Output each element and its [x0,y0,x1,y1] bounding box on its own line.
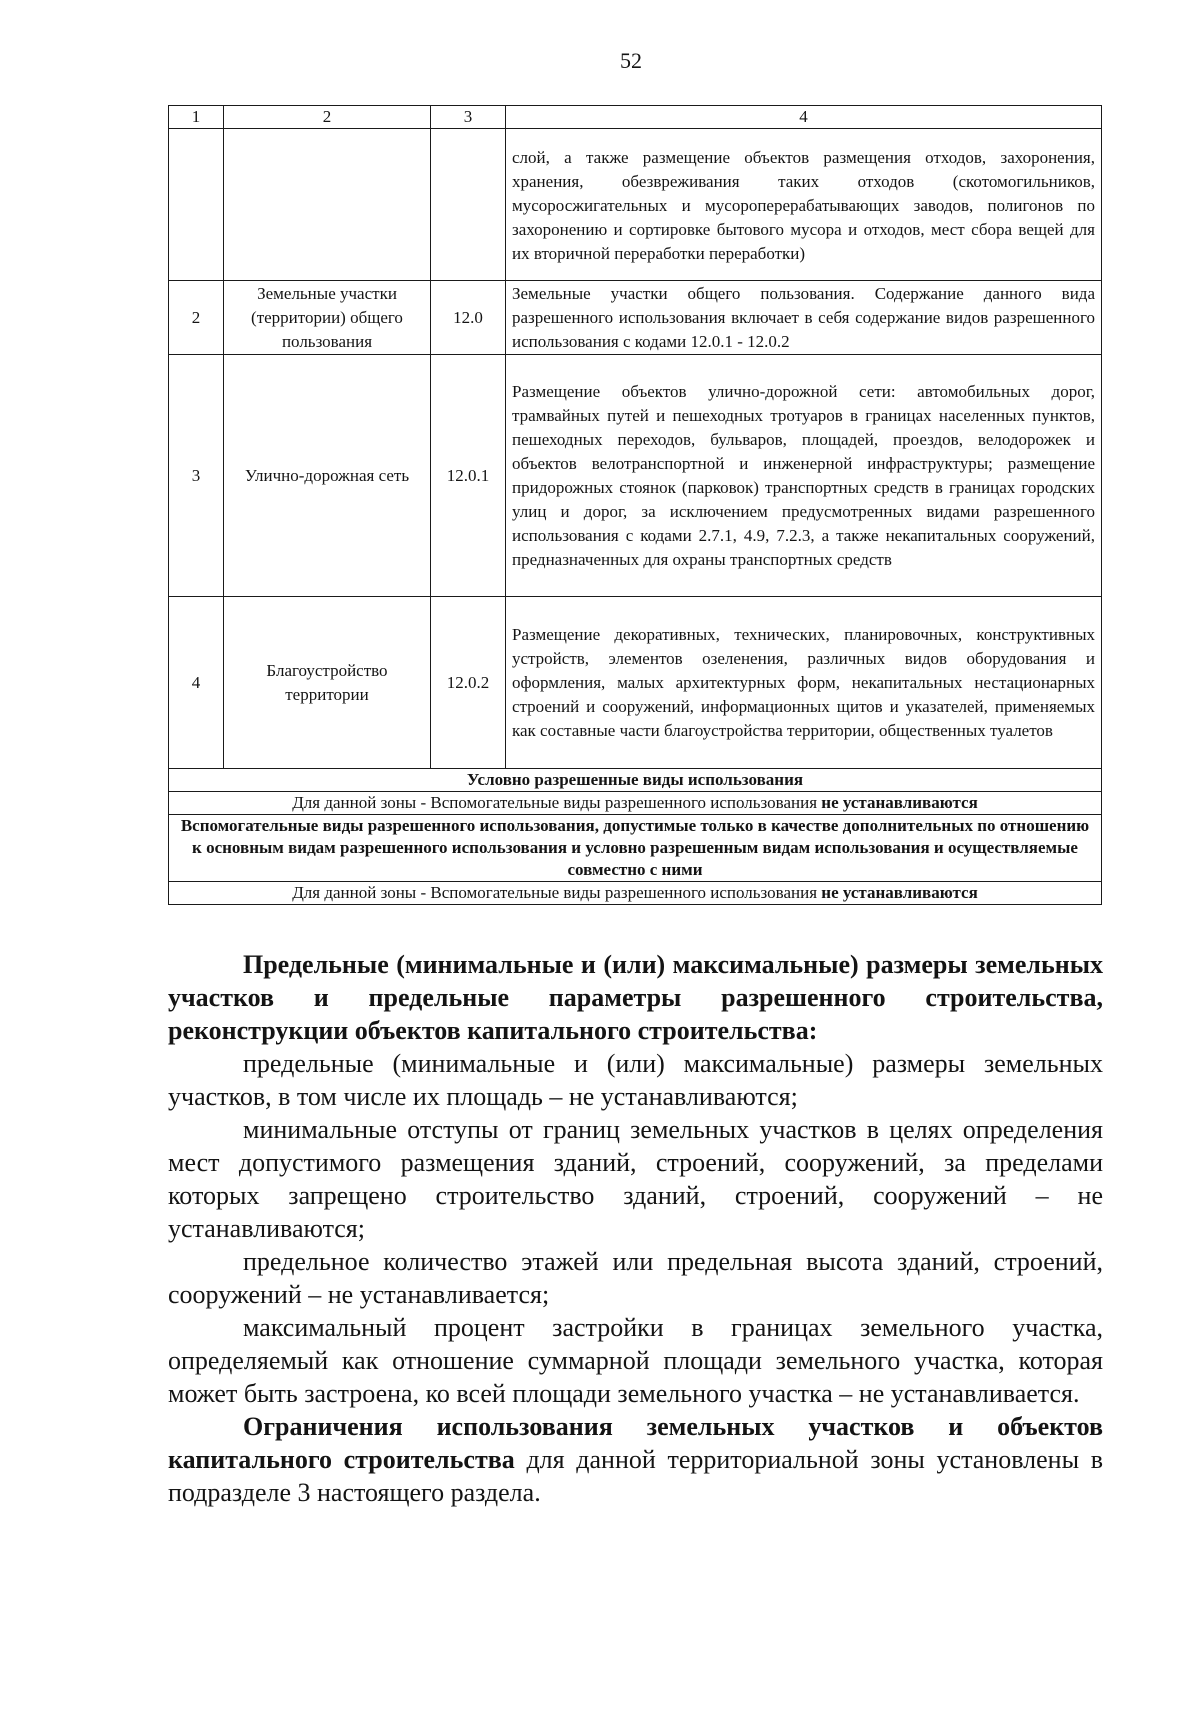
conditional-uses-note [169,792,1102,815]
parameters-section [168,948,1103,1509]
paragraph-plot-sizes: предельные (минимальные и (или) максимальные) размеры земельных участков, в том числе их площадь – не устанавливаются; [168,1049,1103,1111]
auxiliary-uses-heading: Вспомогательные виды разрешенного использования, допустимые только в качестве дополнительных по отношению к основным видам разрешенного использования и условно разрешенным видам использования и осуществляемые совместно с ними [169,815,1102,882]
row-number: 3 [169,355,224,597]
table-row [169,281,1102,355]
conditional-heading-row [169,769,1102,792]
row-number: 4 [169,597,224,769]
paragraph-coverage: максимальный процент застройки в границах земельного участка, определяемый как отношение суммарной площади земельного участка, которая может быть застроена, ко всей площади земельного участка – не устанавливается. [168,1313,1103,1408]
paragraph-floors: предельное количество этажей или предельная высота зданий, строений, сооружений – не устанавливается; [168,1247,1103,1309]
row-description: Размещение объектов улично-дорожной сети: автомобильных дорог, трамвайных путей и пешеходных тротуаров в границах населенных пунктов, пешеходных переходов, бульваров, площадей, проездов, велодорожек и объектов велотранспортной и инженерной инфраструктуры; размещение придорожных стоянок (парковок) транспортных средств в границах городских улиц и дорог, за исключением предусмотренных видами разрешенного использования с кодами 2.7.1, 4.9, 7.2.3, а также некапитальных сооружений, предназначенных для охраны транспортных средств [506,355,1102,597]
conditional-note-row [169,792,1102,815]
row-description: слой, а также размещение объектов размещения отходов, захоронения, хранения, обезвреживания таких отходов (скотомогильников, мусоросжигательных и мусороперерабатывающих заводов, полигонов по захоронению и сортировке бытового мусора и отходов, мест сбора вещей для их вторичной переработки переработки) [506,129,1102,281]
row-name: Земельные участки (территории) общего пользования [224,281,431,355]
auxiliary-heading-row [169,815,1102,882]
header-col-4: 4 [506,106,1102,129]
restrictions-emphasis: Ограничения использования земельных участков и объектов капитального строительства [168,1412,1103,1474]
conditional-note-text: Для данной зоны - Вспомогательные виды разрешенного использования [292,793,822,812]
row-code: 12.0 [431,281,506,355]
row-name: Благоустройство территории [224,597,431,769]
limits-heading: Предельные (минимальные и (или) максимальные) размеры земельных участков и предельные параметры разрешенного строительства, реконструкции объектов капитального строительства: [168,950,1103,1045]
conditional-note-emphasis: не устанавливаются [821,793,978,812]
table-header-row [169,106,1102,129]
row-name: Улично-дорожная сеть [224,355,431,597]
row-name [224,129,431,281]
auxiliary-note-row [169,882,1102,905]
table-row [169,129,1102,281]
paragraph-restrictions [168,1410,1103,1509]
paragraph-setbacks: минимальные отступы от границ земельных участков в целях определения мест допустимого размещения зданий, строений, сооружений, за пределами которых запрещено строительство зданий, строений, сооружений – не устанавливаются; [168,1115,1103,1243]
conditional-uses-heading: Условно разрешенные виды использования [169,769,1102,792]
header-col-1: 1 [169,106,224,129]
header-col-2: 2 [224,106,431,129]
row-number: 2 [169,281,224,355]
row-code: 12.0.1 [431,355,506,597]
row-description: Земельные участки общего пользования. Содержание данного вида разрешенного использования включает в себя содержание видов разрешенного использования с кодами 12.0.1 - 12.0.2 [506,281,1102,355]
header-col-3: 3 [431,106,506,129]
page-number: 52 [620,48,642,73]
restrictions-text: для данной территориальной зоны установлены в подразделе 3 настоящего раздела. [168,1445,1103,1507]
auxiliary-note-emphasis: не устанавливаются [821,883,978,902]
table-row [169,355,1102,597]
auxiliary-uses-note [169,882,1102,905]
row-code: 12.0.2 [431,597,506,769]
row-number [169,129,224,281]
row-code [431,129,506,281]
row-description: Размещение декоративных, технических, планировочных, конструктивных устройств, элементов озеленения, различных видов оборудования и оформления, малых архитектурных форм, некапитальных нестационарных строений и сооружений, информационных щитов и указателей, применяемых как составные части благоустройства территории, общественных туалетов [506,597,1102,769]
land-use-table [168,105,1102,905]
table-row [169,597,1102,769]
auxiliary-note-text: Для данной зоны - Вспомогательные виды разрешенного использования [292,883,822,902]
